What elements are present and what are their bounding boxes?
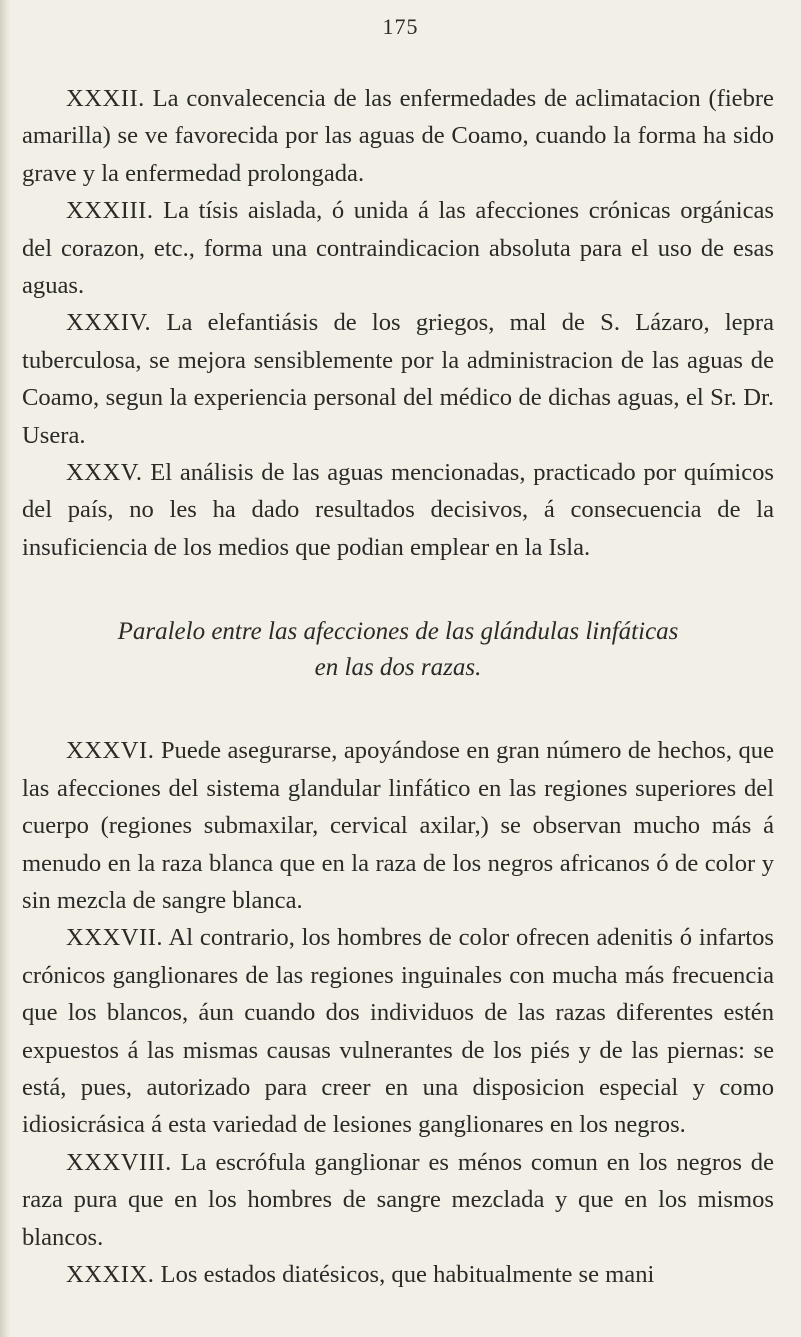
paragraph-xxxiii	[22, 192, 774, 304]
section-heading	[22, 614, 774, 686]
paragraph-xxxvii	[22, 919, 774, 1143]
page-body	[22, 80, 774, 1293]
paragraph-text: Al contrario, los hombres de color ofrecen adenitis ó infartos crónicos ganglionares de las regiones inguinales con mucha más frecuencia que los blancos, áun cuando dos individuos de las razas diferentes estén expuestos á las mismas causas vulnerantes de los piés y de las piernas: se está, pues, autorizado para creer en una disposicion especial y como idiosicrásica á esta variedad de lesiones ganglionares en los negros.	[22, 924, 774, 1139]
paragraph-xxxvi	[22, 732, 774, 919]
paragraph-xxxiv	[22, 304, 774, 454]
paragraph-text: La escrófula ganglionar es ménos comun en los negros de raza pura que en los hombres de sangre mezclada y que en los mismos blancos.	[22, 1148, 774, 1251]
paragraph-number: XXXIV.	[66, 309, 152, 337]
paragraph-text: La elefantiásis de los griegos, mal de S. Lázaro, lepra tuberculosa, se mejora sensiblemente por la administracion de las aguas de Coamo, segun la experiencia personal del médico de dichas aguas, el Sr. Dr. Usera.	[22, 309, 774, 449]
page-number: 175	[382, 14, 419, 39]
paragraph-number: XXXVI.	[66, 737, 155, 765]
section-heading-line-2: en las dos razas.	[314, 654, 482, 682]
paragraph-text: La tísis aislada, ó unida á las afecciones crónicas orgánicas del corazon, etc., forma una contraindicacion absoluta para el uso de esas aguas.	[22, 197, 774, 300]
paragraph-number: XXXVII.	[66, 924, 164, 952]
paragraph-text: Puede asegurarse, apoyándose en gran número de hechos, que las afecciones del sistema glandular linfático en las regiones superiores del cuerpo (regiones submaxilar, cervical axilar,) se observan mucho más á menudo en la raza blanca que en la raza de los negros africanos ó de color y sin mezcla de sangre blanca.	[22, 737, 774, 914]
paragraph-text: La convalecencia de las enfermedades de aclimatacion (fiebre amarilla) se ve favorecida por las aguas de Coamo, cuando la forma ha sido grave y la enfermedad prolongada.	[22, 85, 774, 187]
paragraph-xxxv	[22, 454, 774, 566]
paragraph-xxxviii	[22, 1144, 774, 1256]
paragraph-number: XXXIX.	[66, 1260, 155, 1288]
section-heading-line-1: Paralelo entre las afecciones de las glándulas linfáticas	[117, 618, 679, 646]
paragraph-number: XXXV.	[66, 459, 143, 487]
paragraph-xxxii	[22, 80, 774, 192]
paragraph-number: XXXVIII.	[66, 1148, 172, 1176]
paragraph-text: El análisis de las aguas mencionadas, practicado por químicos del país, no les ha dado resultados decisivos, á consecuencia de la insuficiencia de los medios que podian emplear en la Isla.	[22, 459, 774, 561]
paragraph-text: Los estados diatésicos, que habitualmente se mani	[160, 1260, 655, 1288]
paragraph-number: XXXII.	[66, 85, 145, 112]
paragraph-number: XXXIII.	[66, 197, 154, 225]
page-edge-shadow	[0, 0, 10, 1337]
paragraph-xxxix	[22, 1256, 774, 1293]
